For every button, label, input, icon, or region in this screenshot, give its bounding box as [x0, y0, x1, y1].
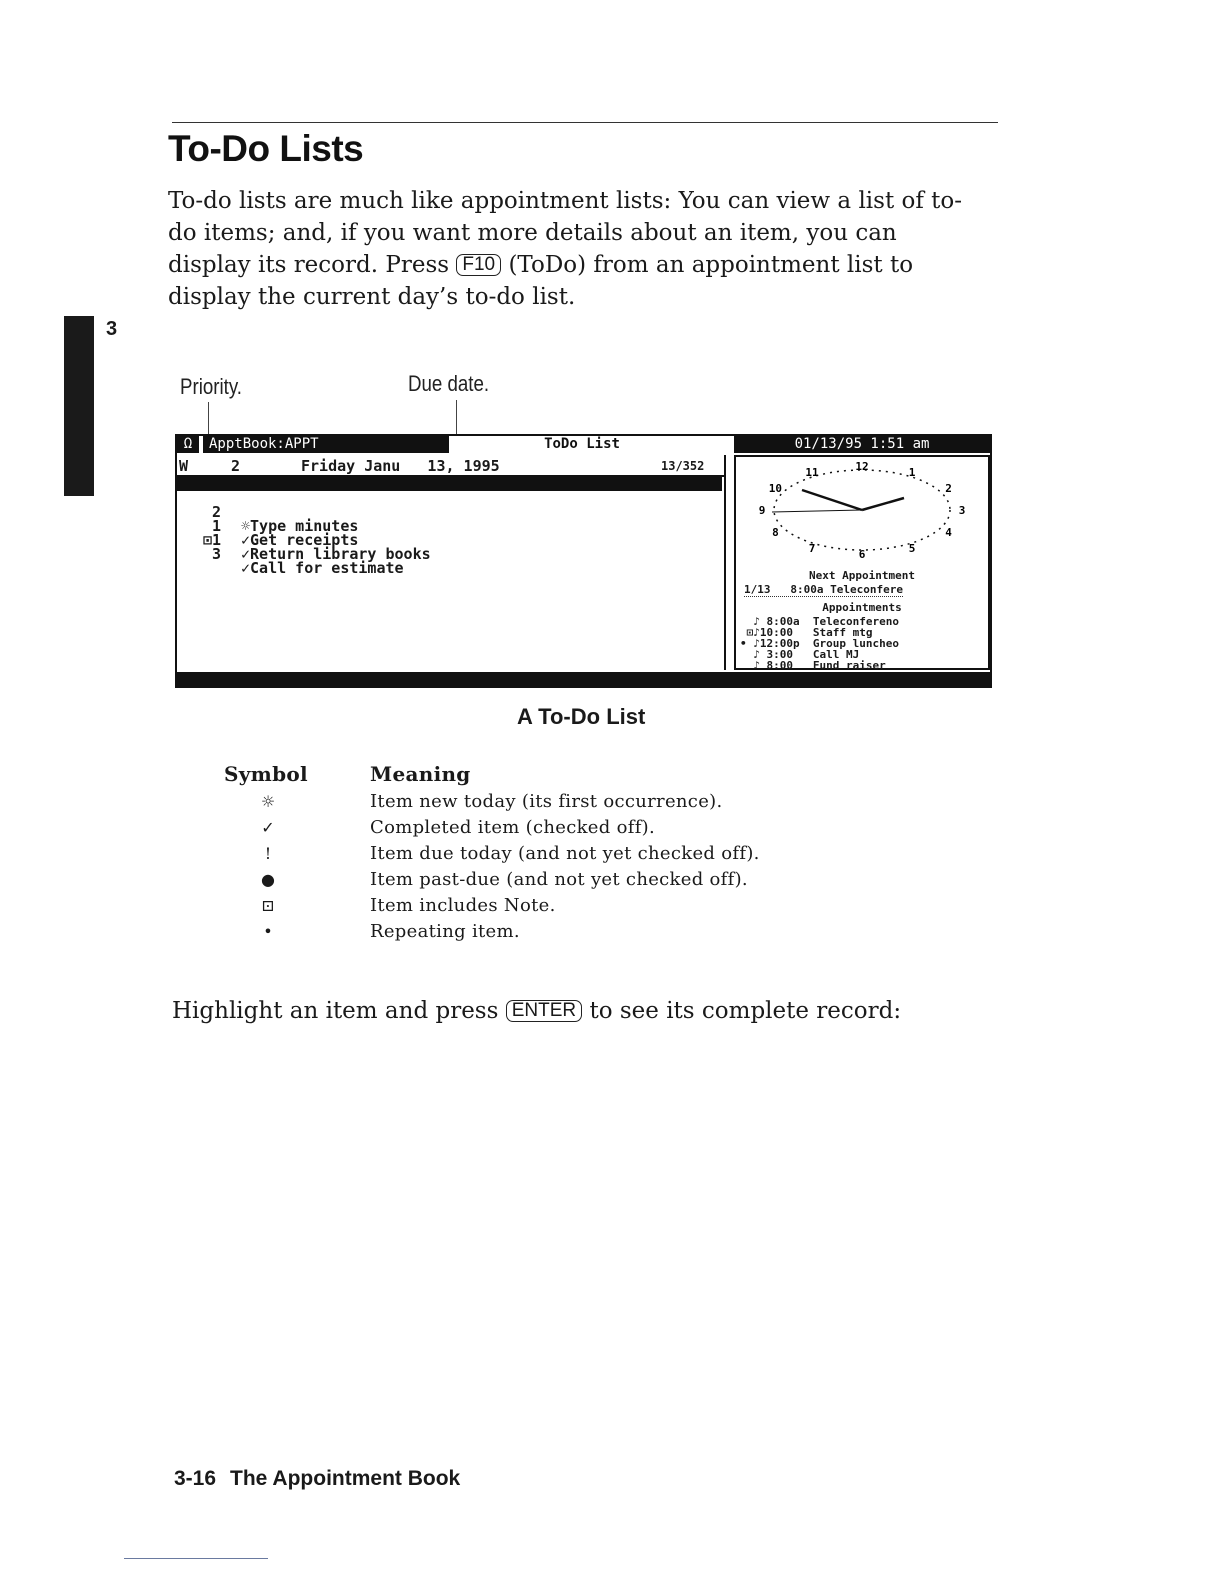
- chapter-tab: [64, 316, 94, 496]
- clock-second-hand: [772, 510, 862, 512]
- app-title: ApptBook:APPT: [203, 436, 449, 453]
- item-text: ✓Get receipts: [241, 531, 359, 549]
- bottom-text-1: Highlight an item and press: [172, 998, 499, 1024]
- clock-number: 4: [945, 526, 952, 539]
- app-icon[interactable]: Ω: [177, 436, 199, 453]
- exclamation-icon: !: [264, 844, 272, 863]
- appointments-label: Appointments: [822, 601, 902, 614]
- table-row: [220, 790, 840, 816]
- item-priority: 3: [211, 545, 221, 563]
- item-priority: 1: [211, 489, 221, 507]
- repeating-icon: •: [263, 922, 273, 941]
- table-row: [220, 842, 840, 868]
- symbol-meaning: Repeating item.: [370, 921, 520, 942]
- table-row: [220, 920, 840, 946]
- appointment-item[interactable]: ♪ 8:00a Teleconfereno: [740, 615, 899, 628]
- item-text: ✓Return library books: [241, 545, 431, 563]
- header-left: W: [179, 457, 189, 475]
- todo-list-pane: [177, 455, 726, 670]
- intro-paragraph: [168, 185, 968, 313]
- symbol-meaning: Item includes Note.: [370, 895, 556, 916]
- clock-number: 9: [758, 504, 766, 517]
- clock-number: 7: [808, 542, 816, 556]
- todo-screen: [175, 434, 992, 688]
- symbol-meaning: Item new today (its first occurrence).: [370, 791, 723, 812]
- item-priority: 1: [211, 517, 221, 535]
- analog-clock: [742, 460, 982, 562]
- function-key-bar: [177, 672, 990, 686]
- appointment-item[interactable]: ♪ 3:00 Call MJ: [740, 648, 860, 661]
- clock-number: 1: [908, 465, 916, 479]
- clock-number: 3: [958, 504, 966, 517]
- bottom-text-2: to see its complete record:: [589, 998, 902, 1024]
- header-priority: 2: [231, 457, 241, 475]
- symbol-meaning: Completed item (checked off).: [370, 817, 656, 838]
- meaning-column-header: Meaning: [370, 762, 471, 786]
- callout-due-date: Due date.: [408, 371, 490, 396]
- past-due-icon: ●: [261, 870, 275, 889]
- appointment-item[interactable]: ⊡♪10:00 Staff mtg: [740, 626, 873, 639]
- next-appointment-label: Next Appointment: [809, 569, 915, 582]
- item-text: ☼Pay Diedre 01/15/1995: [241, 503, 440, 521]
- appointment-item[interactable]: ♪ 8:00 Fund raiser: [740, 659, 886, 672]
- symbol-meaning: Item due today (and not yet checked off).: [370, 843, 760, 864]
- intro-text-1: To-do lists are much like appointment lists: You can view a list of to-do items; and, if you want more details about an item, you can display its record. Press: [168, 188, 963, 278]
- symbol-column-header: Symbol: [224, 762, 308, 786]
- chapter-number: 3: [106, 318, 118, 340]
- footer-page-number: 3-16: [174, 1467, 217, 1490]
- window-title: ToDo List: [544, 436, 620, 452]
- item-text: ✓Call for estimate: [241, 559, 404, 577]
- clock-number: 10: [768, 482, 783, 495]
- date-time: 01/13/95 1:51 am: [734, 436, 990, 453]
- table-row: [220, 816, 840, 842]
- list-header-row: [177, 458, 726, 477]
- footer-rule: [124, 1558, 268, 1559]
- callout-priority: Priority.: [180, 374, 242, 399]
- top-rule: [172, 122, 998, 123]
- new-today-icon: ☼: [260, 792, 276, 811]
- table-row: [220, 868, 840, 894]
- table-row: [220, 894, 840, 920]
- screen-topbar: [177, 436, 990, 453]
- clock-minute-hand: [862, 498, 904, 510]
- todo-item-row[interactable]: [177, 477, 722, 521]
- clock-number: 2: [945, 482, 952, 495]
- side-pane: [734, 455, 990, 670]
- header-count: 13/352: [661, 459, 705, 473]
- clock-number: 5: [908, 542, 916, 556]
- footer-title: The Appointment Book: [230, 1467, 461, 1490]
- intro-text-2: (ToDo) from an appointment list to display the current day’s to-do list.: [168, 252, 914, 310]
- item-priority: 2: [211, 503, 221, 521]
- appointment-item[interactable]: • ♪12:00p Group luncheo: [740, 637, 899, 650]
- item-text: ☼Type minutes: [241, 517, 359, 535]
- header-date: Friday Janu 13, 1995: [301, 457, 500, 475]
- clock-number: 11: [805, 465, 819, 479]
- bottom-paragraph: [172, 998, 901, 1024]
- item-priority: ⊡1: [202, 531, 221, 549]
- f10-key: F10: [456, 254, 501, 276]
- enter-key: ENTER: [506, 1000, 582, 1022]
- figure-caption: A To-Do List: [517, 704, 646, 729]
- symbol-meaning: Item past-due (and not yet checked off).: [370, 869, 748, 890]
- clock-hour-hand: [802, 490, 862, 510]
- note-icon: ⊡: [261, 896, 275, 915]
- clock-number: 8: [772, 526, 779, 539]
- page-footer: [174, 1467, 460, 1491]
- clock-number: 12: [855, 460, 869, 473]
- clock-number: 6: [858, 548, 866, 561]
- page-title: To-Do Lists: [168, 128, 364, 169]
- next-appointment[interactable]: 1/13 8:00a Teleconfere: [744, 583, 903, 596]
- checkmark-icon: ✓: [261, 818, 275, 837]
